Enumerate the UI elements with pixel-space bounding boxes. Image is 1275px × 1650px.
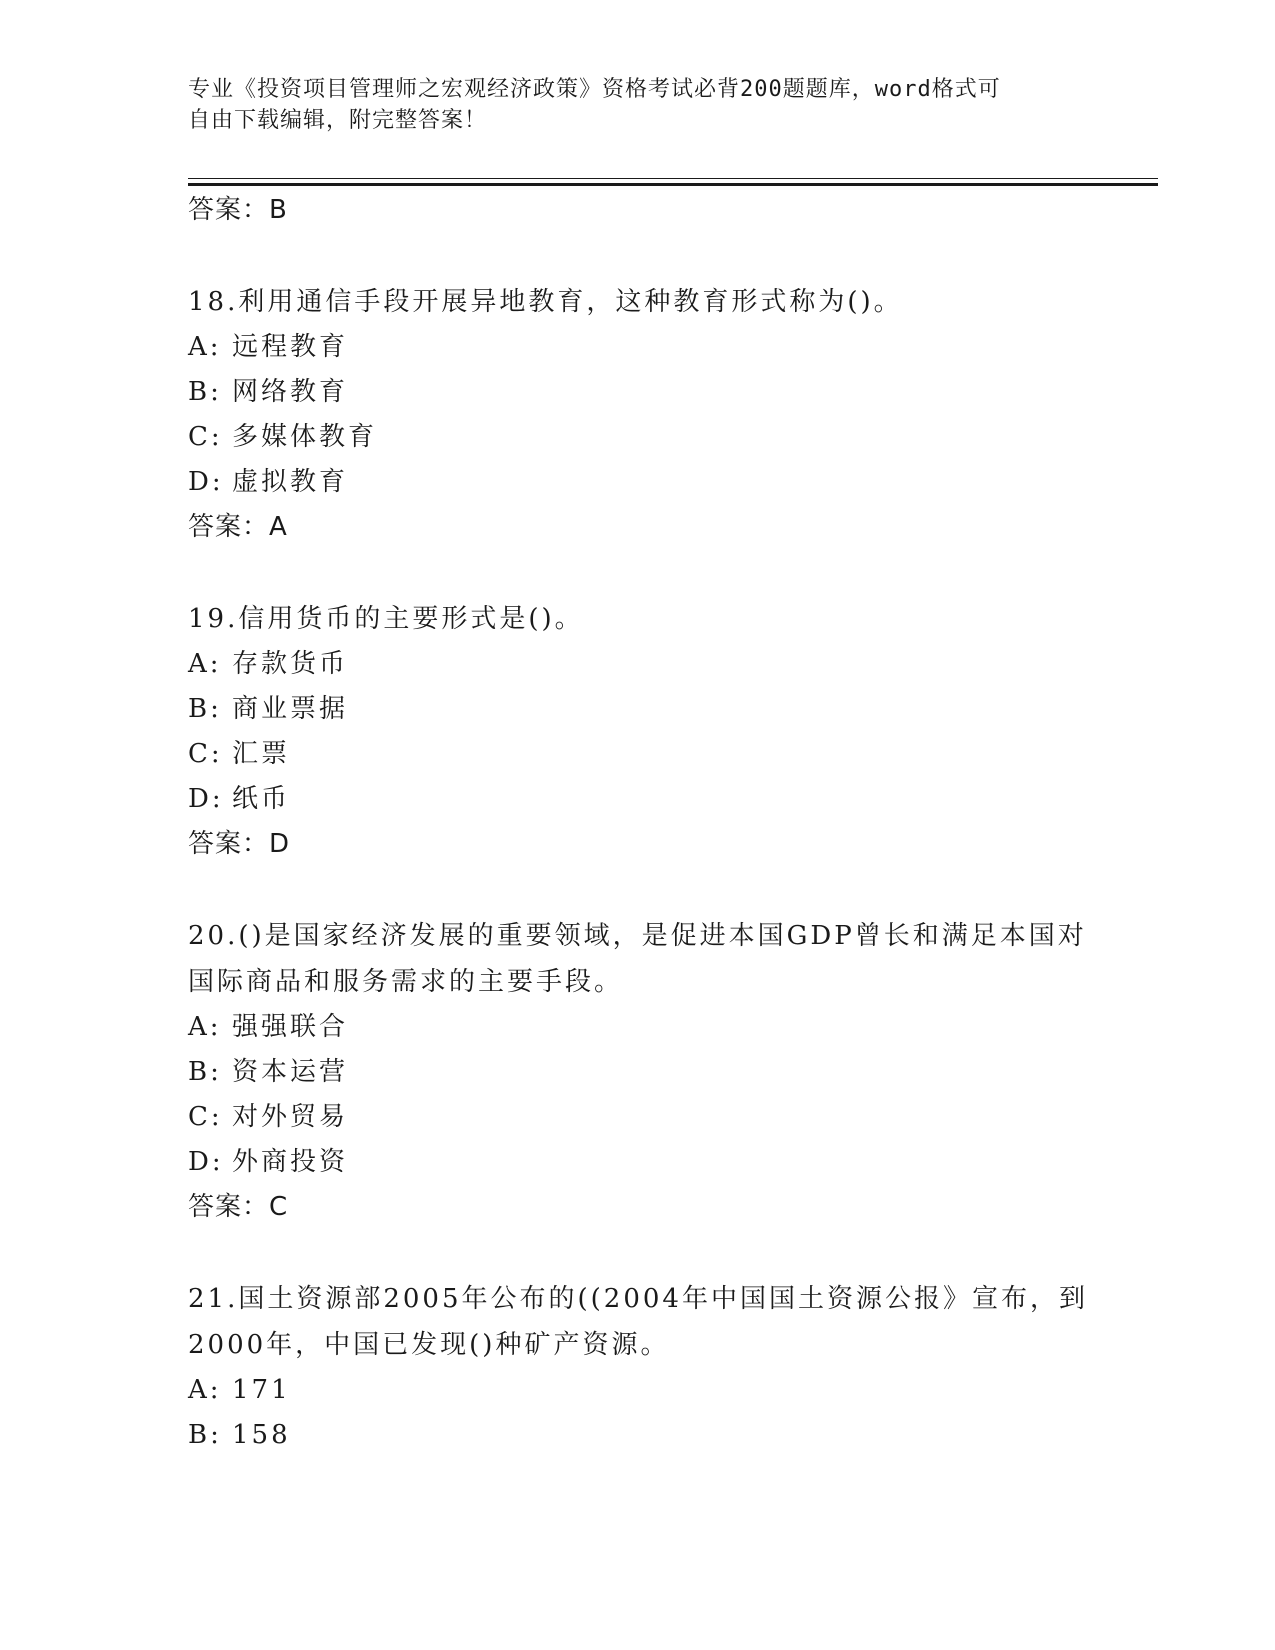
spacer	[188, 1230, 1088, 1276]
option-letter: D:	[188, 1147, 224, 1177]
option-letter: D:	[188, 467, 224, 497]
option-a	[188, 1368, 1088, 1413]
option-text: 171	[232, 1375, 291, 1405]
option-text: 资本运营	[232, 1057, 349, 1087]
header-line-1: 专业《投资项目管理师之宏观经济政策》资格考试必背200题题库，word格式可	[188, 77, 1001, 102]
question-text: 21.国土资源部2005年公布的((2004年中国国土资源公报》宣布，到2000年，中国已发现()种矿产资源。	[188, 1284, 1088, 1360]
option-letter: B:	[188, 377, 222, 407]
option-text: 汇票	[232, 739, 291, 769]
option-text: 对外贸易	[232, 1102, 349, 1132]
option-d	[188, 1140, 1088, 1185]
header-divider-thin	[188, 178, 1158, 179]
option-b	[188, 1413, 1088, 1458]
question-text: 20.()是国家经济发展的重要领域，是促进本国GDP曾长和满足本国对国际商品和服务需求的主要手段。	[188, 921, 1087, 997]
header-divider-thick	[188, 183, 1158, 186]
header-line-2: 自由下载编辑，附完整答案！	[188, 108, 488, 133]
option-text: 虚拟教育	[232, 467, 349, 497]
option-text: 158	[232, 1420, 291, 1450]
option-b	[188, 687, 1088, 732]
option-a	[188, 325, 1088, 370]
option-c	[188, 1095, 1088, 1140]
answer-line: 答案：A	[188, 512, 288, 542]
question-block	[188, 913, 1088, 1230]
option-b	[188, 1050, 1088, 1095]
question-text: 19.信用货币的主要形式是()。	[188, 604, 584, 634]
option-letter: A:	[188, 332, 222, 362]
answer-line: 答案：D	[188, 829, 291, 859]
option-letter: A:	[188, 649, 222, 679]
option-letter: C:	[188, 422, 223, 452]
option-c	[188, 732, 1088, 777]
option-a	[188, 1005, 1088, 1050]
question-block	[188, 1276, 1088, 1458]
option-letter: B:	[188, 1420, 222, 1450]
option-letter: B:	[188, 1057, 222, 1087]
option-a	[188, 642, 1088, 687]
question-block	[188, 279, 1088, 550]
document-header	[188, 74, 1088, 136]
option-text: 多媒体教育	[232, 422, 378, 452]
question-block	[188, 596, 1088, 867]
option-letter: A:	[188, 1375, 222, 1405]
option-d	[188, 460, 1088, 505]
question-text: 18.利用通信手段开展异地教育，这种教育形式称为()。	[188, 287, 903, 317]
option-letter: A:	[188, 1012, 222, 1042]
option-d	[188, 777, 1088, 822]
answer-line: 答案：C	[188, 1192, 289, 1222]
option-text: 存款货币	[232, 649, 349, 679]
option-letter: C:	[188, 1102, 223, 1132]
option-text: 商业票据	[232, 694, 349, 724]
option-text: 外商投资	[232, 1147, 349, 1177]
option-text: 远程教育	[232, 332, 349, 362]
previous-answer: 答案：B	[188, 195, 288, 225]
option-text: 网络教育	[232, 377, 349, 407]
spacer	[188, 550, 1088, 596]
option-text: 纸币	[232, 784, 291, 814]
spacer	[188, 233, 1088, 279]
spacer	[188, 867, 1088, 913]
option-c	[188, 415, 1088, 460]
option-letter: B:	[188, 694, 222, 724]
option-b	[188, 370, 1088, 415]
question-list	[188, 188, 1088, 1458]
option-letter: D:	[188, 784, 224, 814]
option-text: 强强联合	[232, 1012, 349, 1042]
option-letter: C:	[188, 739, 223, 769]
